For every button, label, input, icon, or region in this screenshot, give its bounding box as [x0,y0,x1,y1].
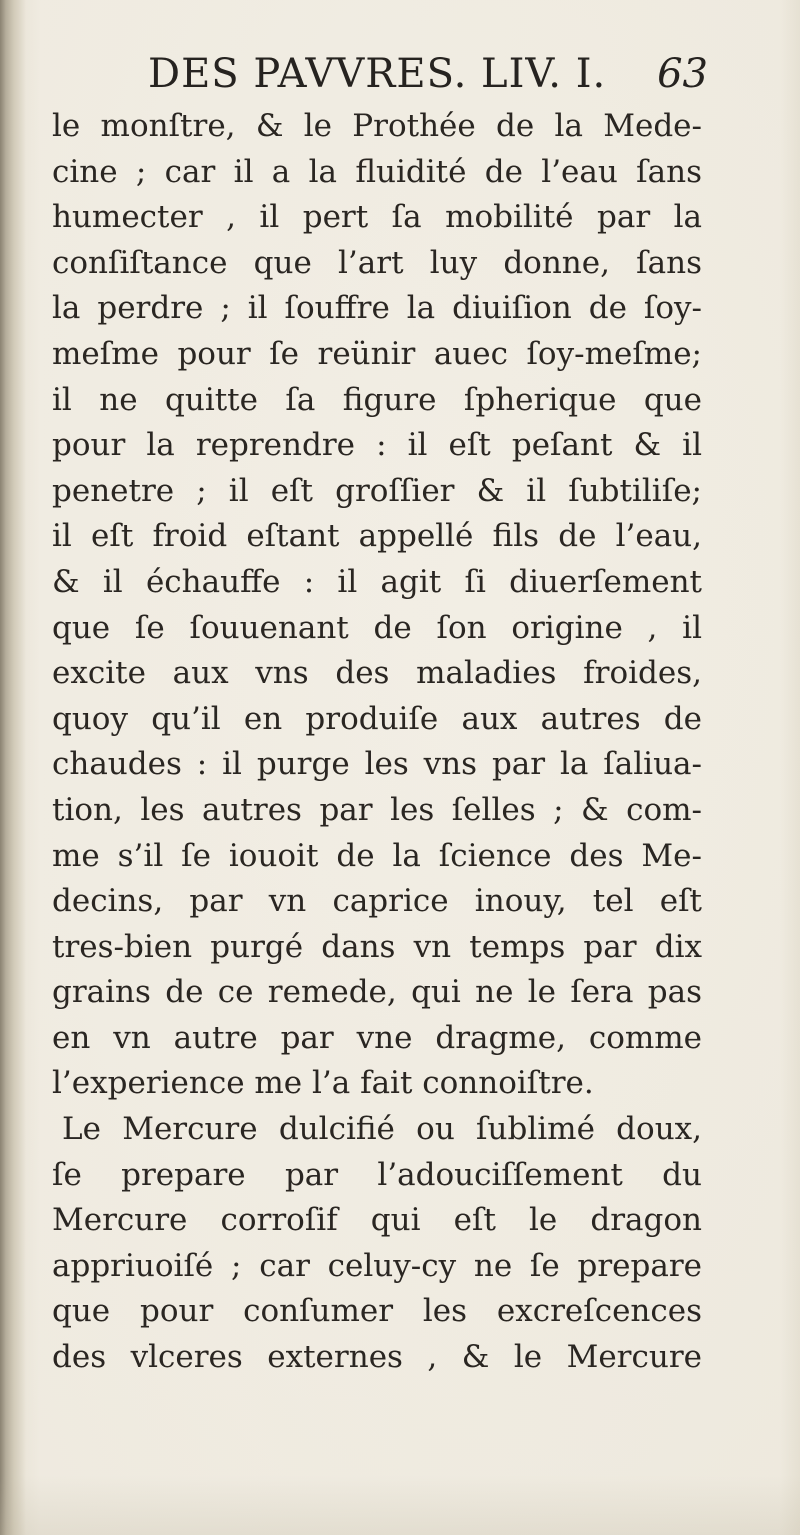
text-line: meſme pour ſe reünir auec ſoy-meſme; [52,335,702,372]
text-line: penetre ; il eſt groſſier & il ſubtiliſe; [52,472,702,509]
text-line: en vn autre par vne dragme, comme [52,1019,702,1056]
text-line: des vlceres externes , & le Mercure [52,1339,702,1376]
text-line: grains de ce remede, qui ne le ſera pas [52,974,702,1011]
page-shading [0,1475,800,1535]
text-line: conſiſtance que l’art luy donne, ſans [52,244,702,281]
text-line: decins, par vn caprice inouy, tel eſt [52,883,702,920]
paragraph-end-line: l’experience me l’a fait connoiſtre. [52,1065,594,1102]
text-line: ſe prepare par l’adouciſſement du [52,1156,702,1193]
text-line: Mercure corroſif qui eſt le dragon [52,1202,702,1239]
binding-gutter [0,0,26,1535]
running-head: DES PAVVRES. LIV. I. [148,51,607,97]
page-number: 63 [657,51,708,97]
text-line: la perdre ; il ſouffre la diuiſion de ſoy- [52,290,702,327]
text-line: il eſt froid eſtant appellé fils de l’eau, [52,518,702,555]
text-line: appriuoiſé ; car celuy-cy ne ſe prepare [52,1247,702,1284]
text-line: tion, les autres par les ſelles ; & com- [52,791,702,828]
paragraph-start-line: Le Mercure dulcifié ou ſublimé doux, [62,1111,702,1148]
text-line: quoy qu’il en produiſe aux autres de [52,700,702,737]
text-line: que ſe ſouuenant de ſon origine , il [52,609,702,646]
text-line: excite aux vns des maladies froides, [52,655,702,692]
text-line: que pour conſumer les excreſcences [52,1293,702,1330]
text-line: tres-bien purgé dans vn temps par dix [52,928,702,965]
text-line: chaudes : il purge les vns par la ſaliua- [52,746,702,783]
text-line: pour la reprendre : il eſt peſant & il [52,427,702,464]
text-line: il ne quitte ſa figure ſpherique que [52,381,702,418]
text-line: cine ; car il a la fluidité de l’eau ſans [52,153,702,190]
text-line: me s’il ſe iouoit de la ſcience des Me- [52,837,702,874]
page-header [148,46,708,102]
text-line: humecter , il pert ſa mobilité par la [52,199,702,236]
text-line: & il échauffe : il agit ſi diuerſement [52,563,702,600]
body-text [52,104,702,1381]
text-line: le monſtre, & le Prothée de la Mede- [52,108,702,144]
